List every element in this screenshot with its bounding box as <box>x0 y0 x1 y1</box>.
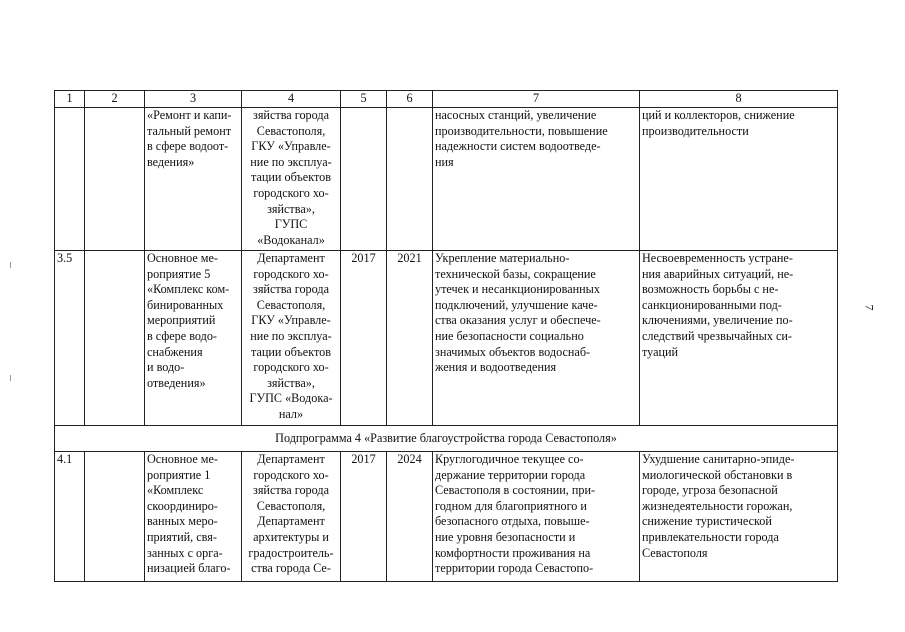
cell-measure: «Ремонт и капи- тальный ремонт в сфере водоот- ведения» <box>145 108 242 251</box>
cell-end-year: 2021 <box>387 251 433 426</box>
cell-empty <box>85 108 145 251</box>
cell-measure: Основное ме- роприятие 1 «Комплекс скоординиро- ванных меро- приятий, свя- занных с орга- низацией благо- <box>145 452 242 582</box>
table-header-row <box>55 91 838 108</box>
header-cell: 1 <box>55 91 85 108</box>
cell-executor: Департамент городского хо- зяйства города Севастополя, ГКУ «Управле- ние по эксплуа- тации объектов городского хо- зяйства», ГУПС «Водока- нал» <box>242 251 341 426</box>
cell-result: Укрепление материально- технической базы, сокращение утечек и несанкционированных подключений, улучшение каче- ства оказания услуг и обеспече- ние безопасности социально значимых объектов водоснаб- жения и водоотведения <box>433 251 640 426</box>
margin-mark <box>10 375 11 381</box>
header-cell: 8 <box>640 91 838 108</box>
cell-executor: Департамент городского хо- зяйства города Севастополя, Департамент архитектуры и градостроитель- ства города Се- <box>242 452 341 582</box>
cell-end-year <box>387 108 433 251</box>
cell-consequence: ций и коллекторов, снижение производительности <box>640 108 838 251</box>
cell-consequence: Несвоевременность устране- ния аварийных ситуаций, не- возможность борьбы с не- санкционированными под- ключениями, увеличение по- следствий чрезвычайных си- туаций <box>640 251 838 426</box>
cell-measure: Основное ме- роприятие 5 «Комплекс ком- бинированных мероприятий в сфере водо- снабжения и водо- отведения» <box>145 251 242 426</box>
cell-start-year <box>341 108 387 251</box>
cell-result: Круглогодичное текущее со- держание территории города Севастополя в состоянии, при- годном для благоприятного и безопасного отдыха, повыше- ние уровня безопасности и комфортности проживания на территории города Севастопо- <box>433 452 640 582</box>
cell-start-year: 2017 <box>341 251 387 426</box>
cell-number <box>55 108 85 251</box>
cell-executor: зяйства города Севастополя, ГКУ «Управле- ние по эксплуа- тации объектов городского хо- зяйства», ГУПС «Водоканал» <box>242 108 341 251</box>
cell-empty <box>85 452 145 582</box>
cell-number: 3.5 <box>55 251 85 426</box>
header-cell: 2 <box>85 91 145 108</box>
header-cell: 3 <box>145 91 242 108</box>
page-number: 7 <box>862 304 877 311</box>
cell-start-year: 2017 <box>341 452 387 582</box>
cell-consequence: Ухудшение санитарно-эпиде- миологической обстановки в городе, угроза безопасной жизнедеятельности горожан, снижение туристической привлекательности города Севастополя <box>640 452 838 582</box>
header-cell: 6 <box>387 91 433 108</box>
table-row <box>55 452 838 582</box>
cell-result: насосных станций, увеличение производительности, повышение надежности систем водоотведе- ния <box>433 108 640 251</box>
section-title: Подпрограмма 4 «Развитие благоустройства города Севастополя» <box>55 426 838 452</box>
header-cell: 4 <box>242 91 341 108</box>
cell-end-year: 2024 <box>387 452 433 582</box>
document-table <box>54 90 838 582</box>
cell-empty <box>85 251 145 426</box>
cell-number: 4.1 <box>55 452 85 582</box>
table-row <box>55 108 838 251</box>
table-row <box>55 251 838 426</box>
header-cell: 5 <box>341 91 387 108</box>
margin-mark <box>10 262 11 268</box>
header-cell: 7 <box>433 91 640 108</box>
section-row <box>55 426 838 452</box>
